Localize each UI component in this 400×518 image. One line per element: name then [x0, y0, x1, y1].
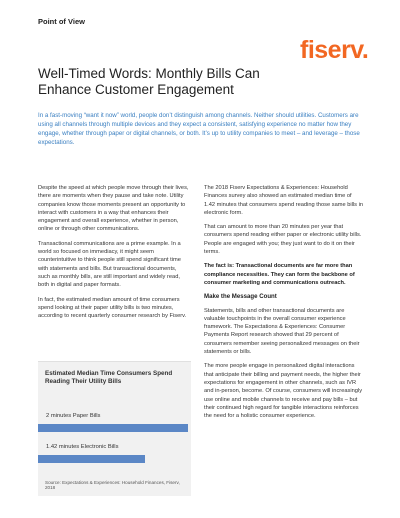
left-paragraph-2: Transactional communications are a prime example. In a world so focused on immediacy, it might seem counterintuitive to think people still spend significant time with statements and bills. But transactional documents, such as monthly bills, are still important and widely read, both in digital and paper formats. [38, 240, 181, 289]
left-paragraph-1: Despite the speed at which people move through their lives, there are moments when they pause and take note. Utility companies know those moments present an opportunity to interact with customers in a way that enhances their engagement and overall experience, whether in person, online or through other communications. [38, 185, 189, 233]
bar-label-paper: 2 minutes Paper Bills [46, 413, 101, 419]
section-subhead: Make the Message Count [204, 293, 277, 301]
logo-text: fiserv [300, 36, 362, 64]
right-paragraph-3: The fact is: Transactional documents are far more than compliance necessities. They can form the backbone of consumer marketing and communications outreach. [204, 263, 355, 286]
time-chart [38, 361, 191, 496]
right-paragraph-1: The 2018 Fiserv Expectations & Experiences: Household Finances survey also showed an estimated median time of 1.42 minutes that consumers spend reading those same bills in electronic form. [204, 185, 364, 216]
right-column [204, 184, 364, 426]
left-paragraph-3: In fact, the estimated median amount of time consumers spend looking at their paper utility bills is two minutes, according to recent quarterly consumer research by Fiserv. [38, 296, 187, 320]
intro-paragraph: In a fast-moving “want it now” world, people don’t distinguish among channels. Neither should utilities. Customers are using all channels through multiple devices and they expect a consistent, satisfying experience no matter how they engage, whether through paper or digital channels, or both. It’s up to utility companies to meet – and leverage – those expectations. [38, 112, 360, 146]
bar-electronic-bills [38, 455, 145, 463]
chart-source: Source: Expectations & Experiences: Household Finances, Fiserv, 2018 [45, 480, 180, 490]
left-column [38, 184, 190, 326]
logo-dot: . [361, 36, 369, 64]
right-paragraph-4: Statements, bills and other transactional documents are valuable touchpoints in the overall consumer experience framework. The Expectations & Experiences: Consumer Payments Report research showed that 29 percent of consumers remember seeing personalized messages on their statements or bills. [204, 307, 360, 356]
bar-paper-bills [38, 424, 188, 432]
chart-title: Estimated Median Time Consumers Spend Reading Their Utility Bills [45, 370, 173, 385]
right-paragraph-5: The more people engage in personalized digital interactions that anticipate their billing and payment needs, the higher their expectations for engagement in other channels, such as IVR and in-person, become. Of course, consumers will increasingly use online and mobile channels to receive and pay bills – but their continued high regard for tangible interactions reinforces the need for a holistic consumer experience. [204, 363, 363, 420]
fiserv-logo [300, 36, 368, 65]
right-paragraph-2: That can amount to more than 20 minutes per year that consumers spend reading either paper or electronic utility bills. People are engaged with you; they just want to do it on their terms. [204, 224, 362, 256]
document-label: Point of View [38, 17, 85, 26]
bar-label-electronic: 1.42 minutes Electronic Bills [46, 444, 119, 450]
page-title: Well-Timed Words: Monthly Bills Can Enhance Customer Engagement [38, 66, 260, 97]
